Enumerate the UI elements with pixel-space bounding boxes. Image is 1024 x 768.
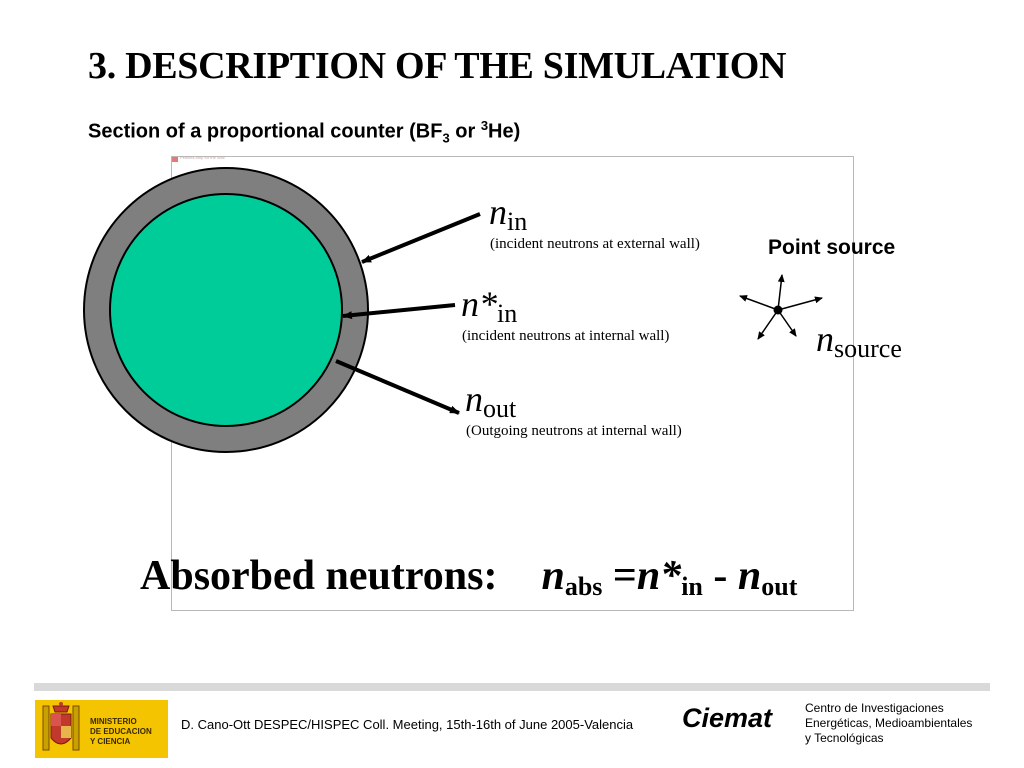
n-out-description: (Outgoing neutrons at internal wall) xyxy=(466,423,682,439)
equation-text: Absorbed neutrons: xyxy=(140,553,498,599)
inner-gas-circle xyxy=(110,194,342,426)
footer-divider xyxy=(34,683,990,691)
n-star-in-star: * xyxy=(479,284,497,324)
footer-credit: D. Cano-Ott DESPEC/HISPEC Coll. Meeting, 15th-16th of June 2005-Valencia xyxy=(181,717,634,732)
n-in-symbol: n xyxy=(489,192,507,232)
n-out-label xyxy=(465,381,516,422)
equation-formula xyxy=(541,553,797,599)
n-out-subscript: out xyxy=(483,394,517,423)
n-in-arrow xyxy=(362,214,480,262)
n-source-subscript: source xyxy=(834,334,902,363)
ciemat-logo: Ciemat xyxy=(682,703,773,733)
slide-title: 3. DESCRIPTION OF THE SIMULATION xyxy=(88,45,787,87)
subtitle-subscript: 3 xyxy=(442,130,450,146)
subtitle-middle: or xyxy=(449,120,481,143)
absorbed-neutrons-equation xyxy=(140,552,797,602)
equation-minus: - xyxy=(713,553,728,599)
equation-term2-symbol: n xyxy=(737,553,762,599)
frame-caption: Pebbles.bmp for the Wall xyxy=(180,155,225,160)
n-source-symbol: n xyxy=(816,319,834,359)
center-line: y Tecnológicas xyxy=(805,731,884,745)
equation-term1-symbol: n* xyxy=(636,553,682,599)
n-star-in-label xyxy=(461,286,517,327)
subtitle-suffix: He) xyxy=(488,120,521,143)
coat-of-arms-icon xyxy=(35,700,87,758)
n-star-in-subscript: in xyxy=(497,299,518,328)
n-source-label xyxy=(816,321,902,362)
n-in-label xyxy=(489,194,527,235)
equation-lhs-subscript: abs xyxy=(564,572,603,601)
equation-lhs-symbol: n xyxy=(541,553,565,599)
n-star-in-description: (incident neutrons at internal wall) xyxy=(462,328,670,344)
equation-equals: = xyxy=(612,553,637,599)
n-out-symbol: n xyxy=(465,379,483,419)
point-source-label: Point source xyxy=(768,236,896,259)
subtitle-superscript: 3 xyxy=(480,118,489,133)
center-line: Centro de Investigaciones xyxy=(805,701,944,715)
point-source-symbol xyxy=(740,275,822,339)
center-name xyxy=(805,701,972,746)
ministry-line: MINISTERIO xyxy=(90,717,137,726)
n-in-description: (incident neutrons at external wall) xyxy=(490,236,700,252)
n-in-subscript: in xyxy=(507,207,528,236)
ministry-name xyxy=(90,717,152,747)
equation-term1-subscript: in xyxy=(681,572,703,601)
ministry-line: Y CIENCIA xyxy=(90,737,131,746)
n-out-arrow xyxy=(336,361,459,413)
equation-term2-subscript: out xyxy=(761,572,798,601)
n-star-in-symbol: n xyxy=(461,284,479,324)
center-line: Energéticas, Medioambientales xyxy=(805,716,973,730)
subtitle-prefix: Section of a proportional counter (BF xyxy=(88,120,443,143)
ministry-line: DE EDUCACION xyxy=(90,727,152,736)
